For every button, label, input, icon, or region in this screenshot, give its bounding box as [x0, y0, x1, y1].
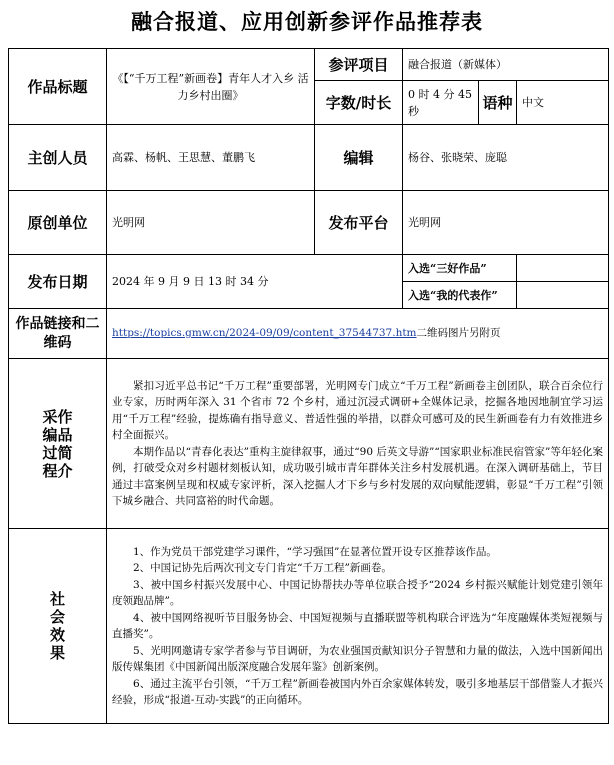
work-title-label: 作品标题 — [9, 49, 107, 125]
editors-value: 杨谷、张晓荣、庞聪 — [403, 125, 609, 191]
recommendation-table — [8, 48, 609, 724]
effect-item-5: 5、光明网邀请专家学者参与节目调研，为农业强国贡献知识分子智慧和力量的做法，入选中国新闻出版传媒集团《中国新闻出版深度融合发展年鉴》创新案例。 — [112, 644, 604, 673]
date-label: 发布日期 — [9, 255, 107, 309]
org-label: 原创单位 — [9, 191, 107, 255]
language-value: 中文 — [517, 81, 609, 125]
effect-item-1: 1、作为党员干部党建学习课件，“学习强国”在显著位置开设专区推荐该作品。 — [133, 545, 497, 558]
sanhao-value — [517, 255, 609, 282]
length-label: 字数/时长 — [315, 81, 403, 125]
length-value: 0 时 4 分 45秒 — [403, 81, 479, 125]
link-cell — [107, 309, 609, 359]
page-title: 融合报道、应用创新参评作品推荐表 — [131, 10, 483, 34]
platform-label: 发布平台 — [315, 191, 403, 255]
org-value: 光明网 — [107, 191, 315, 255]
daibiao-label: 入选“我的代表作” — [403, 282, 517, 309]
sanhao-label: 入选“三好作品” — [403, 255, 517, 282]
effect-item-4: 4、被中国网络视听节目服务协会、中国短视频与直播联盟等机构联合评选为“年度融媒体类短视频与直播奖”。 — [112, 611, 604, 640]
effect-item-2: 2、中国记协先后两次刊文专门肯定“千万工程”新画卷。 — [133, 562, 392, 574]
process-paragraph-1: 紧扣习近平总书记“千万工程”重要部署，光明网专门成立“千万工程”新画卷主创团队，联合百余位行业专家，历时两年深入 31 个省市 72 个乡村，通过沉浸式调研+全媒体记录，挖掘各地因地制宜学习运用“千万工程”经验，提炼确有指导意义、普适性强的举措，以群众可感可及的民生新画卷有力有效推进乡村全面振兴。 — [112, 379, 604, 441]
process-paragraph-2: 本期作品以“青春化表达”重构主旋律叙事，通过“90 后英文导游”“国家职业标准民宿管家”等年轻化案例，打破受众对乡村题材刻板认知，成功吸引城市青年群体关注乡村发展机遇。在深入调研基础上，节目通过丰富案例呈现和权威专家评析，深入挖掘人才下乡与乡村发展的双向赋能逻辑，彰显“千万工程”引领下城乡融合、共同富裕的时代命题。 — [112, 445, 604, 507]
category-label: 参评项目 — [315, 49, 403, 81]
effect-item-6: 6、通过主流平台引领，“千万工程”新画卷被国内外百余家媒体转发，吸引多地基层干部借鉴人才振兴经验，形成“报道-互动-实践”的正向循环。 — [112, 677, 604, 706]
process-content — [107, 359, 609, 529]
language-label: 语种 — [479, 81, 517, 125]
creators-label: 主创人员 — [9, 125, 107, 191]
effect-content — [107, 529, 609, 724]
process-label: 采作编品过简程介 — [9, 359, 107, 529]
effect-label: 社会效果 — [9, 529, 107, 724]
work-title-value: 《【“千万工程”新画卷】青年人才入乡 活力乡村出圈》 — [107, 49, 315, 125]
daibiao-value — [517, 282, 609, 309]
qr-note: 二维码图片另附页 — [416, 327, 501, 339]
date-value: 2024 年 9 月 9 日 13 时 34 分 — [107, 255, 403, 309]
editors-label: 编辑 — [315, 125, 403, 191]
creators-value: 高霖、杨帆、王思慧、董鹏飞 — [107, 125, 315, 191]
platform-value: 光明网 — [403, 191, 609, 255]
link-label: 作品链接和二维码 — [9, 309, 107, 359]
category-value: 融合报道（新媒体） — [403, 49, 609, 81]
work-link[interactable]: https://topics.gmw.cn/2024-09/09/content_37544737.htm — [112, 327, 417, 339]
effect-item-3: 3、被中国乡村振兴发展中心、中国记协帮扶办等单位联合授予“2024 乡村振兴赋能计划党建引领年度领跑品牌”。 — [112, 578, 604, 607]
